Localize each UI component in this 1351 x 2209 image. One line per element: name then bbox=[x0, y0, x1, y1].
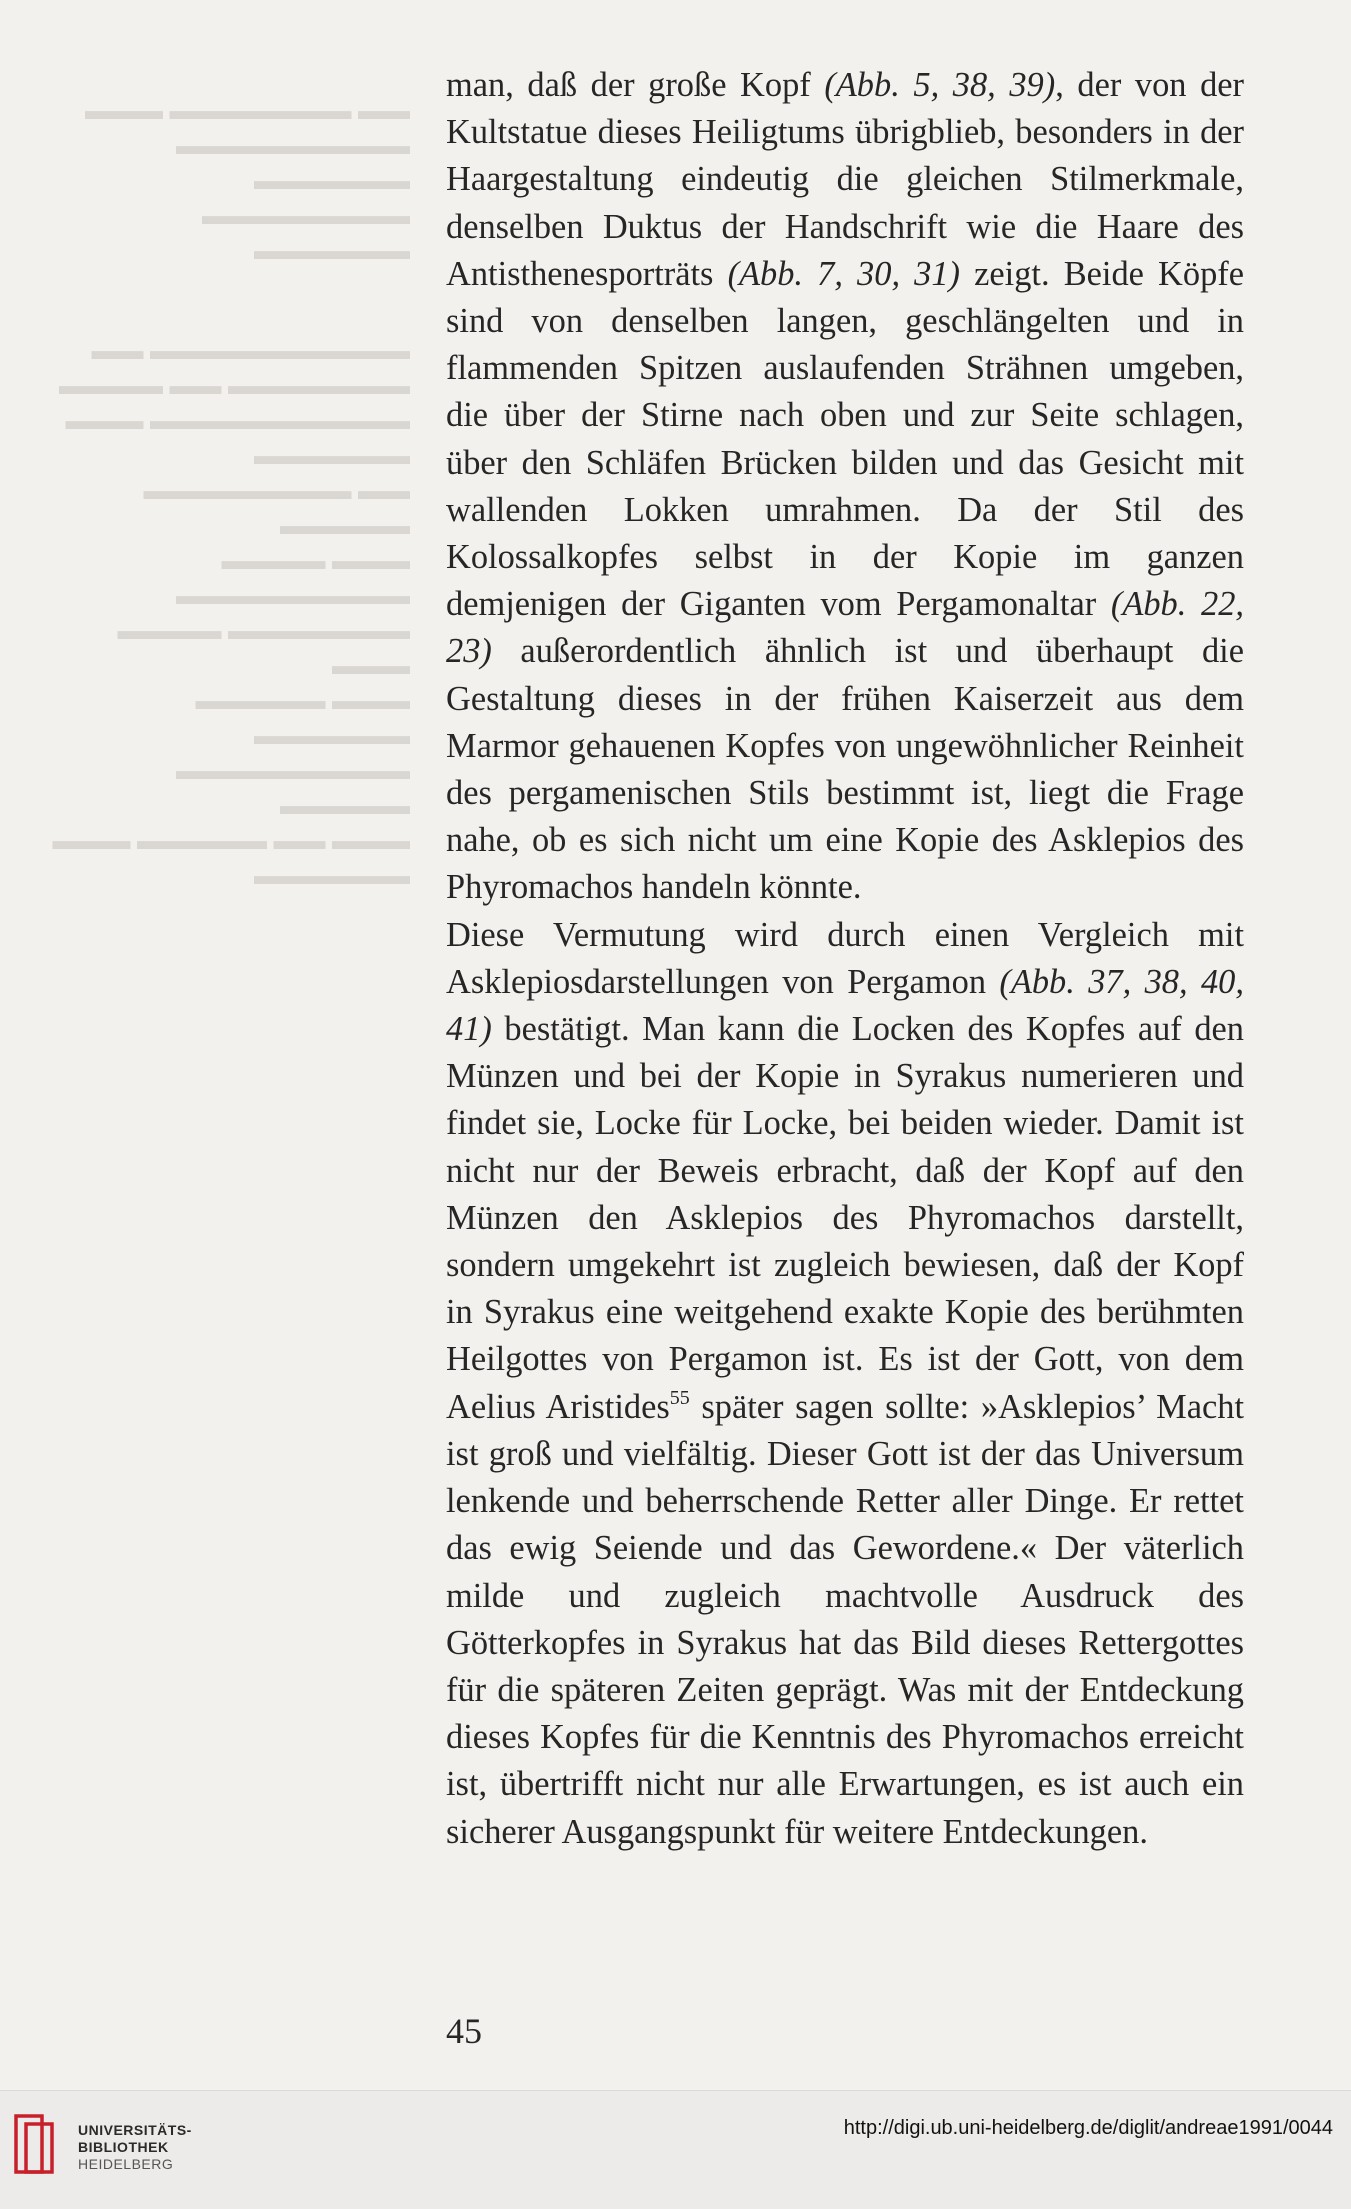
library-name-line-3: HEIDELBERG bbox=[78, 2156, 174, 2172]
paragraph-1 bbox=[446, 62, 1244, 912]
text-run: später sagen sollte: »Asklepios’ Macht ist groß und vielfältig. Dieser Gott ist der das Universum lenkende und beherrschende Retter aller Dinge. Er rettet das ewig Seiende und das Gewordene.« Der väterlich milde und zugleich machtvolle Ausdruck des Götterkopfes in Syrakus hat das Bild dieses Rettergottes für die späteren Zeiten geprägt. Was mit der Entdeckung dieses Kopfes für die Kenntnis des Phyromachos erreicht ist, übertrifft nicht nur alle Erwartungen, es ist auch ein sicherer Ausgangspunkt für weitere Entdeckungen. bbox=[446, 1387, 1245, 1851]
bleed-through-margin-notes: ▬▬▬ ▬▬▬▬▬▬▬ ▬▬ ▬▬▬▬▬▬▬▬▬ ▬▬▬▬▬▬ ▬▬▬▬▬▬▬▬ ▬▬▬▬▬▬ ▬▬ ▬▬▬▬▬▬▬▬▬▬ ▬▬▬▬ ▬▬ ▬▬▬▬▬▬▬ ▬▬▬ ▬▬▬▬▬▬▬▬▬▬ ▬▬▬▬▬▬ ▬▬▬▬▬▬▬▬ ▬▬ ▬▬▬▬▬ ▬▬▬▬ ▬▬▬ ▬▬▬▬▬▬▬▬▬ ▬▬▬▬ ▬▬▬▬▬▬▬ ▬▬▬ ▬▬▬▬▬ ▬▬▬ ▬▬▬▬▬▬ ▬▬▬▬▬▬▬▬▬ ▬▬▬▬▬ ▬▬▬ ▬▬▬▬▬ ▬▬ ▬▬▬ ▬▬▬▬▬▬ bbox=[52, 96, 410, 890]
library-name-line-1: UNIVERSITÄTS- bbox=[78, 2122, 192, 2138]
figure-reference: (Abb. 22, 23) bbox=[446, 585, 1244, 671]
paragraph-2 bbox=[446, 912, 1244, 1856]
main-text bbox=[446, 62, 1244, 1856]
figure-reference: (Abb. 5, 38, 39) bbox=[824, 66, 1056, 104]
text-run: Diese Vermutung wird durch einen Vergleich mit Asklepiosdarstellungen von Pergamon bbox=[446, 915, 1244, 1001]
library-name bbox=[78, 2122, 192, 2173]
source-url-link[interactable]: http://digi.ub.uni-heidelberg.de/diglit/andreae1991/0044 bbox=[843, 2117, 1333, 2139]
footer-bar bbox=[0, 2090, 1351, 2209]
page-number: 45 bbox=[446, 2011, 482, 2051]
figure-reference: (Abb. 7, 30, 31) bbox=[727, 254, 961, 293]
text-run: , der von der Kultstatue dieses Heiligtums übrigblieb, besonders in der Haargestaltung eindeutig die gleichen Stilmerkmale, denselben Duktus der Handschrift wie die Haare des Antisthenesporträts bbox=[446, 66, 1244, 293]
library-logo-icon bbox=[14, 2114, 54, 2176]
footnote-marker[interactable]: 55 bbox=[669, 1386, 690, 1409]
text-run: außerordentlich ähnlich ist und überhaupt die Gestaltung dieses in der frühen Kaiserzeit aus dem Marmor gehauenen Kopfes von ungewöhnlicher Reinheit des pergamenischen Stils bestimmt ist, liegt die Frage nahe, ob es sich nicht um eine Kopie des Asklepios des Phyromachos handeln könnte. bbox=[446, 632, 1244, 907]
text-run: bestätigt. Man kann die Locken des Kopfes auf den Münzen und bei der Kopie in Syrakus numerieren und findet sie, Locke für Locke, bei beiden wieder. Damit ist nicht nur der Beweis erbracht, daß der Kopf auf den Münzen den Asklepios des Phyromachos darstellt, sondern umgekehrt ist zugleich bewiesen, daß der Kopf in Syrakus eine weitgehend exakte Kopie des berühmten Heilgottes von Pergamon ist. Es ist der Gott, von dem Aelius Aristides bbox=[446, 1010, 1244, 1426]
text-run: zeigt. Beide Köpfe sind von denselben langen, geschlängelten und in flammenden Spitzen auslaufenden Strähnen umgeben, die über der Stirne nach oben und zur Seite schlagen, über den Schläfen Brücken bilden und das Gesicht mit wallenden Lokken umrahmen. Da der Stil des Kolossalkopfes selbst in der Kopie im ganzen demjenigen der Giganten vom Pergamonaltar bbox=[446, 254, 1244, 624]
figure-reference: (Abb. 37, 38, 40, 41) bbox=[446, 962, 1244, 1049]
text-run: man, daß der große Kopf bbox=[446, 66, 825, 104]
library-name-line-2: BIBLIOTHEK bbox=[78, 2139, 169, 2155]
